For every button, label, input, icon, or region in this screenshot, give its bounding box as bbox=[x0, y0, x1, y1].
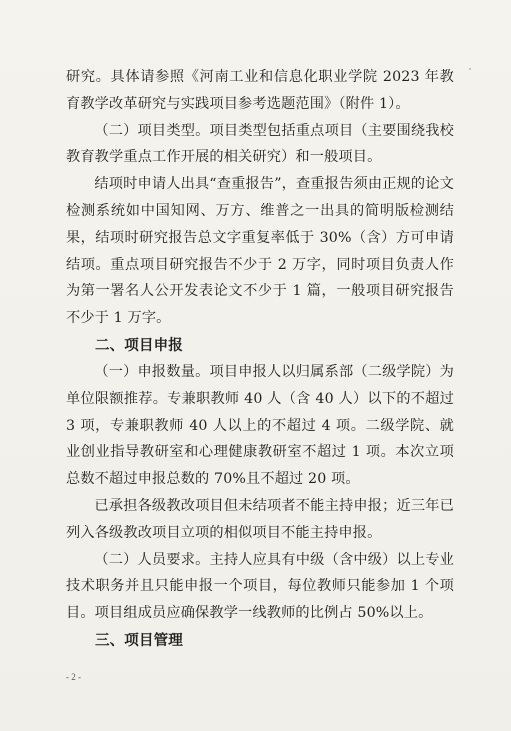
section-heading-project-application: 二、项目申报 bbox=[95, 336, 183, 354]
paragraph-restrictions: 已承担各级教改项目但未结项者不能主持申报；近三年已列入各级教改项目立项的相似项目不能主持申报。 bbox=[66, 497, 454, 541]
section-heading-project-management: 三、项目管理 bbox=[95, 631, 183, 649]
paragraph-personnel-requirements: （二）人员要求。主持人应具有中级（含中级）以上专业技术职务并且只能申报一个项目，每位教师只能参加 1 个项目。项目组成员应确保教学一线教师的比例占 50%以上。 bbox=[66, 551, 454, 622]
paragraph-application-quantity: （一）申报数量。项目申报人以归属系部（二级学院）为单位限额推荐。专兼职教师 40 人（含 40 人）以下的不超过 3 项，专兼职教师 40 人以上的不超过 4 项。二级学院、就业创业指导教研室和心理健康教研室不超过 1 项。本次立项总数不超过申报总数的 70%且不超过 20 项。 bbox=[66, 363, 454, 488]
paragraph-plagiarism-check: 结项时申请人出具“查重报告”，查重报告须由正规的论文检测系统如中国知网、万方、维普之一出具的简明版检测结果，结项时研究报告总文字重复率低于 30%（含）方可申请结项。重点项目研究报告不少于 2 万字，同时项目负责人作为第一署名人公开发表论文不少于 1 篇，一般项目研究报告不少于 1 万字。 bbox=[66, 176, 454, 327]
scan-speck bbox=[469, 68, 471, 70]
document-body bbox=[66, 64, 454, 654]
paragraph-1: 研究。具体请参照《河南工业和信息化职业学院 2023 年教育教学改革研究与实践项目参考选题范围》（附件 1）。 bbox=[66, 69, 454, 112]
paragraph-project-type: （二）项目类型。项目类型包括重点项目（主要围绕我校教育教学重点工作开展的相关研究）和一般项目。 bbox=[66, 122, 454, 166]
page-number: - 2 - bbox=[66, 672, 81, 682]
